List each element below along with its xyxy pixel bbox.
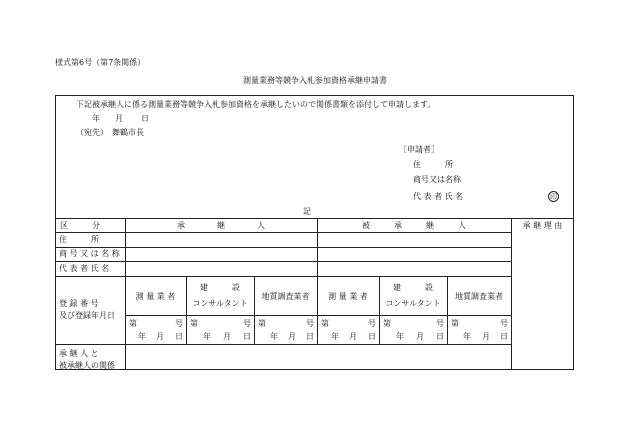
cell-day: 日 [243,332,251,341]
cell-day: 日 [175,332,183,341]
cell-month: 月 [156,332,164,341]
cell-go: 号 [306,319,314,328]
cell-year: 年 [138,332,146,341]
cell-dai: 第 [129,319,137,328]
date-day: 日 [141,114,149,123]
header-reason: 承 継 理 由 [522,221,563,230]
pred-survey: 測 量 業 者 [328,292,368,301]
cell-month: 月 [482,332,490,341]
succ-consult-top: 建 設 [200,283,240,292]
col-line-b1 [379,276,380,344]
succ-geo: 地質調査業者 [261,292,310,301]
cell-go: 号 [243,319,251,328]
pred-consult-bottom: コンサルタント [385,299,441,308]
row-label-reg-1: 登 録 番 号 [59,299,99,308]
col-line-reason [511,218,512,370]
applicant-heading: ［申請者］ [399,145,439,154]
succ-consult-bottom: コンサルタント [192,299,248,308]
row-line-4 [55,276,511,277]
cell-year: 年 [396,332,404,341]
cell-go: 号 [500,319,508,328]
date-year: 年 [92,114,100,123]
cell-month: 月 [288,332,296,341]
pred-consult-top: 建 設 [393,283,433,292]
cell-day: 日 [368,332,376,341]
cell-month: 月 [416,332,424,341]
applicant-company-label: 商号又は名称 [413,175,461,184]
intro-text: 下記被承継人に係る測量業務等競争入札参加資格を承継したいので関係書類を添付して申請します。 [76,100,436,109]
header-category: 区 分 [60,221,100,230]
row-label-rel-2: 被承継人の関係 [59,361,115,370]
applicant-address-label: 住 所 [413,160,453,169]
cell-day: 日 [306,332,314,341]
row-label-rep: 代 表 者 氏 名 [59,264,110,273]
cell-go: 号 [368,319,376,328]
cell-year: 年 [270,332,278,341]
col-line-a2 [254,276,255,344]
row-label-address: 住 所 [59,235,99,244]
applicant-rep-label: 代 表 者 氏 名 [413,192,464,201]
succ-survey: 測 量 業 者 [135,292,176,301]
cell-dai: 第 [321,319,329,328]
col-line-mid [317,218,318,344]
ki-heading: 記 [303,207,311,216]
cell-day: 日 [500,332,508,341]
cell-go: 号 [175,319,183,328]
pred-geo: 地質調査業者 [455,292,503,301]
col-line-b2 [447,276,448,344]
addressee: （宛先） 舞鶴市長 [76,128,144,137]
header-predecessor: 被 承 継 人 [362,221,466,230]
row-line-3 [55,261,511,262]
form-number: 様式第6号（第7条関係） [55,58,146,67]
cell-year: 年 [463,332,471,341]
cell-dai: 第 [190,319,198,328]
document-title: 測量業務等競争入札参加資格承継申請書 [243,76,387,85]
row-line-2 [55,247,511,248]
row-line-sub [125,315,511,316]
table-top-line [55,218,574,219]
cell-go: 号 [436,319,444,328]
cell-dai: 第 [451,319,459,328]
cell-day: 日 [436,332,444,341]
cell-year: 年 [203,332,211,341]
cell-dai: 第 [383,319,391,328]
row-line-1 [55,232,511,233]
row-label-rel-1: 承 継 人 と [59,349,99,358]
row-line-5 [55,344,511,345]
row-label-reg-2: 及び登録年月日 [59,311,115,320]
row-label-company: 商 号 又 は 名 称 [59,249,120,258]
col-line-a1 [186,276,187,344]
cell-year: 年 [331,332,339,341]
cell-month: 月 [223,332,231,341]
seal-mark: 印 [550,193,557,201]
date-month: 月 [115,114,123,123]
cell-month: 月 [349,332,357,341]
cell-dai: 第 [258,319,266,328]
header-successor: 承 継 人 [177,221,265,230]
